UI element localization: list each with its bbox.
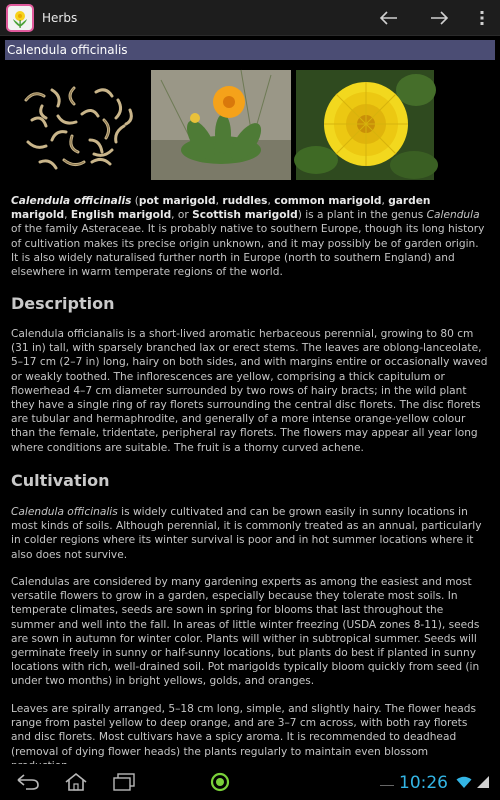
seeds-image[interactable] — [12, 70, 146, 180]
arrow-right-icon — [430, 11, 448, 25]
description-heading: Description — [11, 294, 115, 313]
forward-button[interactable] — [414, 0, 464, 36]
image-gallery — [0, 70, 500, 182]
intro-paragraph: Calendula officinalis (pot marigold, ruddles, common marigold, garden marigold, English marigold, or Scottish marigold) is a plant in the genus Calendula of the family Asteraceae. It is probably native to southern Europe, though its long history of cultivation makes its precise origin unknown, and it may possibly be of garden origin. It is also widely naturalised further north in Europe (north to southern England) and elsewhere in warm temperate regions of the world. — [11, 195, 485, 279]
cultivation-heading: Cultivation — [11, 471, 110, 490]
signal-icon — [476, 775, 490, 789]
app-title: Herbs — [42, 10, 78, 25]
notification-app-button[interactable] — [196, 764, 244, 800]
back-button[interactable] — [364, 0, 414, 36]
nav-recents-button[interactable] — [100, 764, 148, 800]
nav-home-button[interactable] — [52, 764, 100, 800]
flower-image[interactable] — [296, 70, 434, 180]
status-clock: 10:26 — [399, 773, 448, 793]
overflow-menu-icon — [479, 10, 485, 26]
cultivation-paragraph-2: Calendulas are considered by many gardening experts as among the easiest and most versatile flowers to grow in a garden, especially because they tolerate most soils. In temperate climates, seeds are sown in spring for blooms that last throughout the summer and well into the fall. In areas of little winter freezing (USDA zones 8-11), seeds are sown in autumn for winter color. Plants will wither in subtropical summer. Seeds will germinate freely in sunny or half-sunny locations, but plants do best if planted in sunny locations with rich, well-drained soil. Pot marigolds typically bloom quickly from seed (in under two months) in bright yellows, golds, and oranges. — [11, 576, 480, 688]
nav-recents-icon — [113, 773, 135, 791]
description-paragraph: Calendula officianalis is a short-lived aromatic herbaceous perennial, growing to 80 cm (31 in) tall, with sparsely branched lax or erect stems. The leaves are oblong-lanceolate, 5–17 cm (2–7 in) long, hairy on both sides, and with margins entire or occasionally waved or weakly toothed. The inflorescences are yellow, comprising a thick capitulum or flowerhead 4–7 cm diameter surrounded by two rows of hairy bracts; in the wild plant they have a single ring of ray florets surrounding the central disc florets. The disc florets are tubular and hermaphrodite, and generally of a more intense orange-yellow colour than the female, tridentate, peripheral ray florets. The flowers may appear all year long where conditions are suitable. The fruit is a thorny curved achene. — [11, 328, 488, 454]
overflow-menu-button[interactable] — [464, 0, 500, 36]
plant-image[interactable] — [151, 70, 291, 180]
dandelion-app-icon[interactable] — [6, 4, 34, 32]
notification-app-icon — [210, 772, 230, 792]
nav-back-button[interactable] — [4, 764, 52, 800]
article-content[interactable] — [0, 36, 500, 764]
page-title: Calendula officinalis — [5, 40, 495, 60]
status-divider — [380, 785, 394, 786]
cultivation-paragraph-3: Leaves are spirally arranged, 5–18 cm long, simple, and slightly hairy. The flower heads range from pastel yellow to deep orange, and are 3–7 cm across, with both ray florets and disc florets. Most cultivars have a spicy aroma. It is recommended to deadhead (removal of dying flower heads) the plants regularly to maintain even blossom — [11, 703, 477, 758]
action-bar — [0, 0, 500, 36]
nav-back-icon — [16, 774, 40, 790]
wifi-icon — [456, 776, 472, 789]
cultivation-paragraph-1: Calendula officinalis is widely cultivated and can be grown easily in sunny locations in most kinds of soils. Although perennial, it is commonly treated as an annual, particularly in colder regions where its winter survival is poor and in hot summer locations where it also does not survive. — [11, 506, 482, 561]
system-nav-bar — [0, 764, 500, 800]
nav-home-icon — [64, 772, 88, 792]
arrow-left-icon — [380, 11, 398, 25]
